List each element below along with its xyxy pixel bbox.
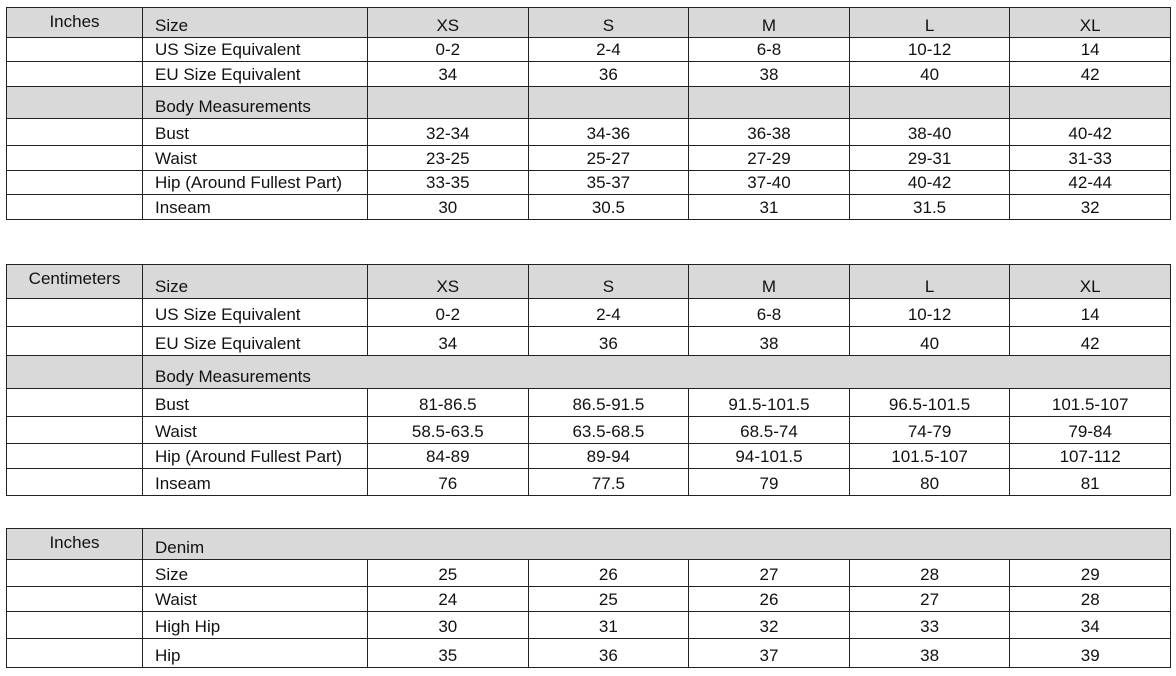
table-cell: 101.5-107 <box>849 444 1010 469</box>
row-label: Waist <box>143 587 368 612</box>
table-row <box>7 612 1171 639</box>
row-label: US Size Equivalent <box>143 38 368 62</box>
row-label: EU Size Equivalent <box>143 62 368 87</box>
size-l-header: L <box>849 265 1010 299</box>
row-label: Hip (Around Fullest Part) <box>143 171 368 195</box>
table-cell: 28 <box>1010 587 1171 612</box>
table-cell: 38-40 <box>849 119 1010 146</box>
table-cell: 25 <box>528 587 689 612</box>
table-cell: 80 <box>849 469 1010 496</box>
table-cell: 40 <box>849 62 1010 87</box>
row-label: Size <box>143 8 368 38</box>
unit-label: Centimeters <box>7 265 143 299</box>
size-xl-header: XL <box>1010 8 1171 38</box>
row-label: Waist <box>143 417 368 444</box>
table-cell: 35 <box>368 639 529 668</box>
table-cell: 30 <box>368 195 529 220</box>
table-cell: 36-38 <box>689 119 850 146</box>
size-l-header: L <box>849 8 1010 38</box>
row-label: Bust <box>143 389 368 417</box>
table-cell: 36 <box>528 327 689 356</box>
table-cell: 40-42 <box>1010 119 1171 146</box>
table-cell: 37-40 <box>689 171 850 195</box>
table-row <box>7 119 1171 146</box>
section-header-row <box>7 529 1171 560</box>
table-cell: 29-31 <box>849 146 1010 171</box>
table-cell: 79-84 <box>1010 417 1171 444</box>
section-label: Denim <box>143 529 1171 560</box>
centimeters-size-table <box>6 264 1171 496</box>
table-cell: 31.5 <box>849 195 1010 220</box>
table-cell: 32-34 <box>368 119 529 146</box>
table-row <box>7 469 1171 496</box>
table-cell: 30 <box>368 612 529 639</box>
row-label: US Size Equivalent <box>143 299 368 327</box>
table-cell: 86.5-91.5 <box>528 389 689 417</box>
table-row <box>7 38 1171 62</box>
table-cell: 101.5-107 <box>1010 389 1171 417</box>
table-cell: 39 <box>1010 639 1171 668</box>
table-cell: 42-44 <box>1010 171 1171 195</box>
table-cell: 10-12 <box>849 38 1010 62</box>
size-xs-header: XS <box>368 8 529 38</box>
row-label: High Hip <box>143 612 368 639</box>
table-cell: 35-37 <box>528 171 689 195</box>
table-cell: 81 <box>1010 469 1171 496</box>
table-row <box>7 417 1171 444</box>
table-cell: 10-12 <box>849 299 1010 327</box>
table-row <box>7 171 1171 195</box>
table-cell: 38 <box>689 62 850 87</box>
table-cell: 29 <box>1010 560 1171 587</box>
table-cell: 28 <box>849 560 1010 587</box>
table-cell: 34 <box>368 62 529 87</box>
table-cell: 0-2 <box>368 38 529 62</box>
table-cell: 34 <box>1010 612 1171 639</box>
table-cell: 68.5-74 <box>689 417 850 444</box>
table-cell: 27 <box>689 560 850 587</box>
table-cell: 76 <box>368 469 529 496</box>
table-cell: 14 <box>1010 38 1171 62</box>
row-label: Size <box>143 265 368 299</box>
table-cell: 31 <box>689 195 850 220</box>
row-label: EU Size Equivalent <box>143 327 368 356</box>
table-cell: 32 <box>689 612 850 639</box>
table-cell: 37 <box>689 639 850 668</box>
section-label: Body Measurements <box>143 356 1171 389</box>
size-xl-header: XL <box>1010 265 1171 299</box>
table-cell: 34 <box>368 327 529 356</box>
denim-size-table <box>6 528 1171 668</box>
table-row <box>7 587 1171 612</box>
table-cell: 6-8 <box>689 38 850 62</box>
unit-label: Inches <box>7 8 143 38</box>
table-cell: 32 <box>1010 195 1171 220</box>
table-cell: 38 <box>849 639 1010 668</box>
row-label: Hip <box>143 639 368 668</box>
table-cell: 36 <box>528 62 689 87</box>
table-cell: 36 <box>528 639 689 668</box>
table-cell: 30.5 <box>528 195 689 220</box>
table-row <box>7 444 1171 469</box>
table-cell: 26 <box>528 560 689 587</box>
table-cell: 25 <box>368 560 529 587</box>
table-cell: 23-25 <box>368 146 529 171</box>
table-row <box>7 327 1171 356</box>
row-label: Bust <box>143 119 368 146</box>
table-row <box>7 146 1171 171</box>
table-cell: 40 <box>849 327 1010 356</box>
table-cell: 0-2 <box>368 299 529 327</box>
unit-label: Inches <box>7 529 143 560</box>
row-label: Size <box>143 560 368 587</box>
size-xs-header: XS <box>368 265 529 299</box>
table-cell: 27 <box>849 587 1010 612</box>
table-row <box>7 389 1171 417</box>
table-cell: 33-35 <box>368 171 529 195</box>
table-row <box>7 560 1171 587</box>
table-cell: 2-4 <box>528 299 689 327</box>
table-row <box>7 639 1171 668</box>
table-cell: 34-36 <box>528 119 689 146</box>
inches-size-table <box>6 7 1171 220</box>
table-cell: 96.5-101.5 <box>849 389 1010 417</box>
table-row <box>7 195 1171 220</box>
table-cell: 91.5-101.5 <box>689 389 850 417</box>
table-cell: 42 <box>1010 62 1171 87</box>
table-cell: 26 <box>689 587 850 612</box>
table-cell: 6-8 <box>689 299 850 327</box>
table-cell: 38 <box>689 327 850 356</box>
table-cell: 77.5 <box>528 469 689 496</box>
table-cell: 31 <box>528 612 689 639</box>
size-s-header: S <box>528 265 689 299</box>
table-cell: 2-4 <box>528 38 689 62</box>
table-cell: 89-94 <box>528 444 689 469</box>
table-cell: 33 <box>849 612 1010 639</box>
size-m-header: M <box>689 265 850 299</box>
row-label: Waist <box>143 146 368 171</box>
table-cell: 107-112 <box>1010 444 1171 469</box>
table-cell: 74-79 <box>849 417 1010 444</box>
size-m-header: M <box>689 8 850 38</box>
size-s-header: S <box>528 8 689 38</box>
row-label: Hip (Around Fullest Part) <box>143 444 368 469</box>
table-cell: 14 <box>1010 299 1171 327</box>
table-cell: 25-27 <box>528 146 689 171</box>
table-cell: 84-89 <box>368 444 529 469</box>
table-row <box>7 62 1171 87</box>
section-header-row <box>7 87 1171 119</box>
table-cell: 42 <box>1010 327 1171 356</box>
section-label: Body Measurements <box>143 87 368 119</box>
size-header-row <box>7 265 1171 299</box>
table-cell: 31-33 <box>1010 146 1171 171</box>
table-cell: 40-42 <box>849 171 1010 195</box>
table-cell: 63.5-68.5 <box>528 417 689 444</box>
table-row <box>7 299 1171 327</box>
table-cell: 94-101.5 <box>689 444 850 469</box>
table-cell: 27-29 <box>689 146 850 171</box>
row-label: Inseam <box>143 469 368 496</box>
table-cell: 81-86.5 <box>368 389 529 417</box>
table-cell: 58.5-63.5 <box>368 417 529 444</box>
section-header-row <box>7 356 1171 389</box>
size-header-row <box>7 8 1171 38</box>
row-label: Inseam <box>143 195 368 220</box>
table-cell: 24 <box>368 587 529 612</box>
table-cell: 79 <box>689 469 850 496</box>
